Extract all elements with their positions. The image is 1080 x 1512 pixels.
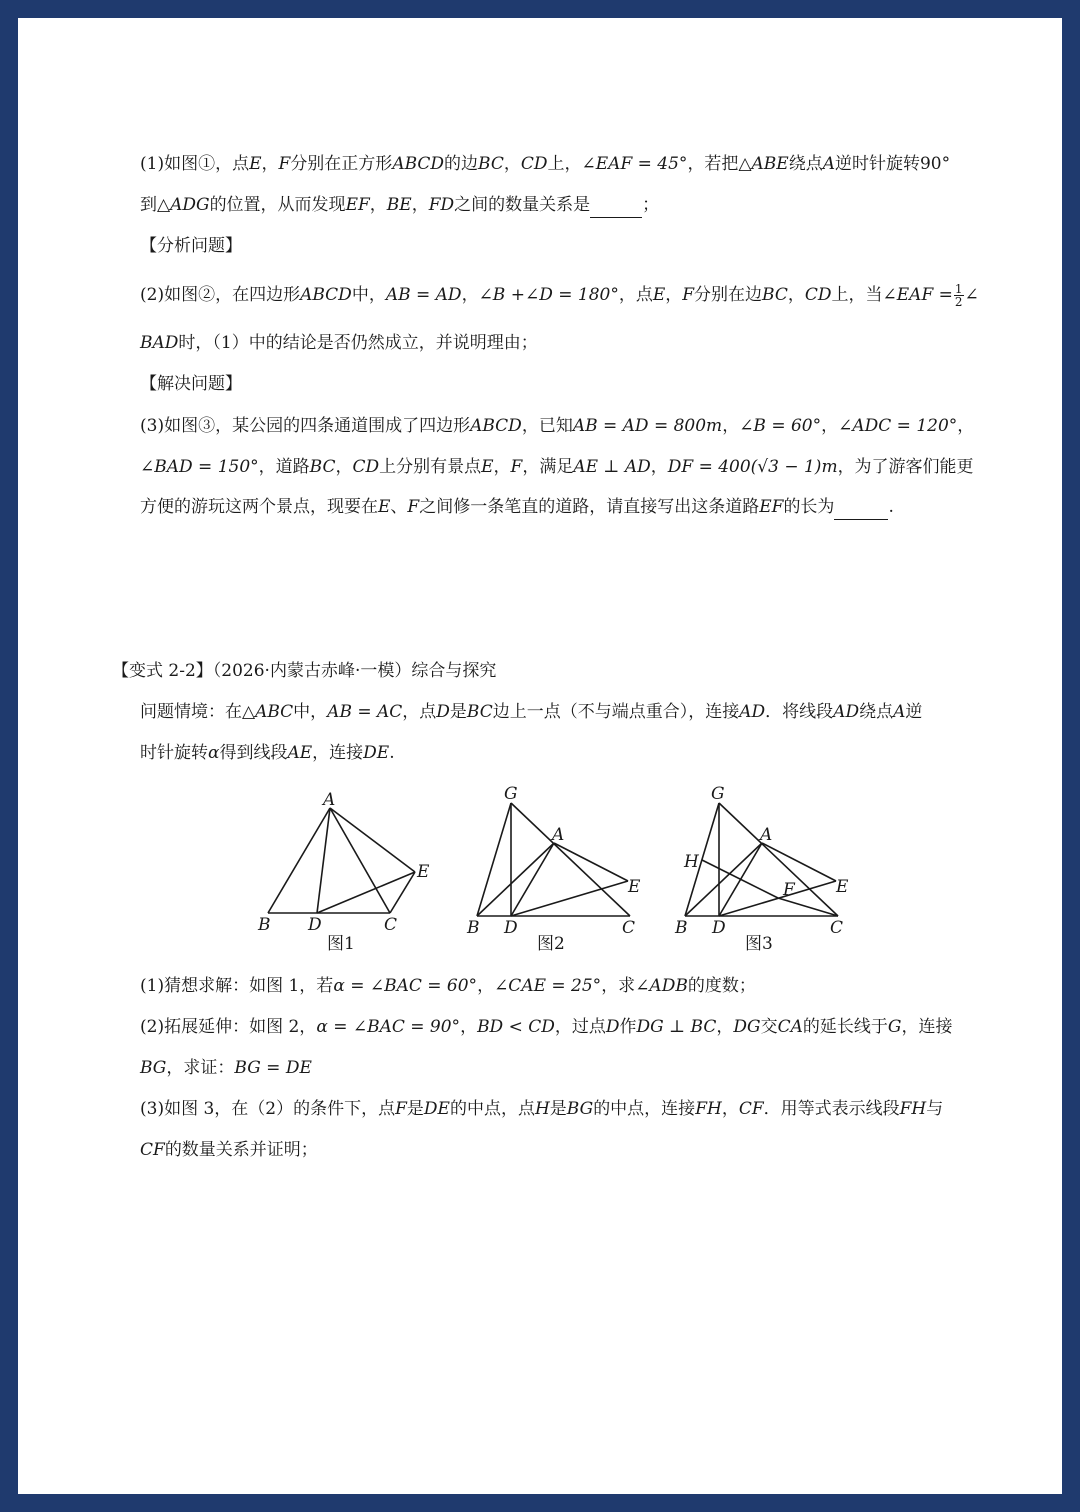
- math: CD: [520, 154, 548, 174]
- math: CD: [804, 285, 832, 305]
- figure-3: [668, 780, 858, 958]
- p1-line-6: [140, 455, 974, 479]
- point-label-A: A: [552, 825, 565, 845]
- math: F: [682, 285, 695, 305]
- segment-AD: [317, 808, 330, 913]
- text: 上，当: [831, 285, 883, 305]
- text: 上，: [547, 154, 582, 174]
- text: 作: [619, 1017, 637, 1037]
- p2-line-4: [140, 1015, 952, 1039]
- text: 问题情境：在: [140, 702, 242, 722]
- math: AD: [833, 702, 860, 722]
- text: 之间的数量关系是: [454, 195, 591, 215]
- text: 到: [140, 195, 157, 215]
- text: ，: [493, 457, 511, 477]
- text: ，点: [402, 702, 437, 722]
- p2-line-6: [140, 1097, 943, 1121]
- math: H: [534, 1099, 550, 1119]
- text: ，: [335, 457, 353, 477]
- point-label-B: B: [675, 918, 688, 938]
- text: ，: [503, 154, 521, 174]
- math: E: [652, 285, 666, 305]
- math: ∠B = 60°: [739, 416, 822, 436]
- math: CF: [140, 1140, 165, 1160]
- text: 的数量关系并证明；: [164, 1140, 318, 1160]
- math: ∠: [964, 285, 979, 305]
- math: BC: [762, 285, 788, 305]
- text: ，: [722, 416, 740, 436]
- segment-AB: [268, 808, 330, 913]
- math: DG: [733, 1017, 761, 1037]
- text: (1)猜想求解：如图 1，若: [140, 976, 334, 996]
- text: 、: [390, 497, 408, 517]
- p2-line-5: [140, 1056, 312, 1080]
- segment-GC: [719, 803, 838, 916]
- text: 的边: [444, 154, 479, 174]
- text: ，: [821, 416, 839, 436]
- text: ，: [261, 154, 279, 174]
- figure-1: [250, 786, 440, 958]
- text: 中，: [293, 702, 328, 722]
- text: 时，（1）中的结论是否仍然成立，并说明理由；: [178, 333, 538, 353]
- point-label-B: B: [467, 918, 480, 938]
- math: BG: [566, 1099, 594, 1119]
- segment-GC: [511, 803, 630, 916]
- text: 是: [449, 702, 467, 722]
- point-label-D: D: [504, 918, 518, 938]
- math: AB = AD: [385, 285, 462, 305]
- figure-2: [460, 780, 650, 958]
- answer-blank[interactable]: [834, 495, 888, 520]
- math: F: [395, 1099, 407, 1119]
- text: 的中点，点: [449, 1099, 535, 1119]
- p1-line-3: [140, 283, 979, 308]
- text: ，点: [618, 285, 653, 305]
- math: α = ∠BAC = 90°: [316, 1017, 461, 1037]
- math: F: [407, 497, 420, 517]
- text: 【解决问题】: [140, 374, 242, 394]
- math: α: [208, 743, 220, 763]
- text: 分别在正方形: [290, 154, 393, 174]
- math: AD: [739, 702, 766, 722]
- math: E: [481, 457, 494, 477]
- text: 的中点，连接: [593, 1099, 696, 1119]
- text: ．将线段: [765, 702, 834, 722]
- point-label-C: C: [622, 918, 636, 938]
- text: ．用等式表示线段: [763, 1099, 900, 1119]
- segment-AE: [762, 843, 836, 881]
- math: F: [278, 154, 291, 174]
- point-label-E: E: [836, 877, 849, 897]
- text: 逆: [905, 702, 923, 722]
- math: FD: [428, 195, 455, 215]
- text: 得到线段: [219, 743, 288, 763]
- text: ，: [369, 195, 387, 215]
- text: 是: [406, 1099, 424, 1119]
- math: CA: [777, 1017, 803, 1037]
- math: ABCD: [392, 154, 445, 174]
- math: FH: [899, 1099, 927, 1119]
- math: A: [822, 154, 835, 174]
- math: G: [887, 1017, 902, 1037]
- text: ，: [411, 195, 429, 215]
- math: BG: [140, 1058, 167, 1078]
- point-label-C: C: [384, 915, 398, 935]
- text: ，过点: [554, 1017, 606, 1037]
- math: AE: [287, 743, 313, 763]
- math: △ABE: [738, 154, 789, 174]
- text: ；: [642, 195, 660, 215]
- text: 方便的游玩这两个景点，现要在: [140, 497, 378, 517]
- segment-CE: [390, 872, 415, 913]
- math: A: [893, 702, 906, 722]
- text: ，: [957, 416, 975, 436]
- math: EF: [345, 195, 370, 215]
- segment-AE: [330, 808, 415, 872]
- math: AB = AD = 800m: [572, 416, 723, 436]
- math: ∠ADB: [635, 976, 688, 996]
- text: 边上一点（不与端点重合），连接: [492, 702, 740, 722]
- text: ，: [721, 1099, 739, 1119]
- math: ABCD: [470, 416, 522, 436]
- p2-line-1: [140, 700, 922, 724]
- math: ∠ADC = 120°: [838, 416, 958, 436]
- math: CF: [738, 1099, 764, 1119]
- variant-label: 【变式 2-2】: [112, 661, 213, 681]
- point-label-G: G: [711, 784, 725, 804]
- segment-AC: [330, 808, 390, 913]
- figure-caption: 图1: [327, 934, 355, 954]
- math: E: [249, 154, 262, 174]
- variant-source: （2026·内蒙古赤峰·一模）综合与探究: [212, 661, 497, 681]
- section-heading-solve: [140, 372, 242, 396]
- p1-line-5: [140, 414, 974, 438]
- math: D: [605, 1017, 620, 1037]
- text: 绕点: [788, 154, 823, 174]
- text: ，: [460, 1017, 478, 1037]
- text: ，: [787, 285, 805, 305]
- math: AE ⊥ AD: [573, 457, 651, 477]
- text: 的度数；: [687, 976, 756, 996]
- math: AB = AC: [327, 702, 403, 722]
- point-label-D: D: [308, 915, 322, 935]
- p2-line-3: [140, 974, 756, 998]
- text: (3)如图③，某公园的四条通道围成了四边形: [140, 416, 471, 436]
- math: BG = DE: [234, 1058, 312, 1078]
- point-label-E: E: [628, 877, 641, 897]
- text: ，求: [601, 976, 636, 996]
- math: DG ⊥ BC: [636, 1017, 717, 1037]
- text: .: [389, 743, 395, 763]
- text: ，为了游客们能更: [837, 457, 974, 477]
- answer-blank[interactable]: [590, 193, 642, 218]
- text: ，连接: [901, 1017, 953, 1037]
- text: ，: [665, 285, 683, 305]
- p1-line-2: [140, 193, 659, 218]
- p1-line-4: [140, 331, 538, 355]
- text: ，若把: [687, 154, 739, 174]
- math: ∠EAF = 45°: [581, 154, 688, 174]
- text: 绕点: [859, 702, 894, 722]
- point-label-B: B: [258, 915, 271, 935]
- text: (2)如图②，在四边形: [140, 285, 301, 305]
- text: 的延长线于: [802, 1017, 888, 1037]
- p1-line-7: [140, 495, 894, 520]
- point-label-F: F: [783, 880, 795, 900]
- text: 上分别有景点: [379, 457, 482, 477]
- math: FH: [695, 1099, 722, 1119]
- segment-DE: [317, 872, 415, 913]
- math: D: [436, 702, 450, 722]
- text: 中，: [351, 285, 386, 305]
- figure-caption: 图2: [537, 934, 565, 954]
- text: 时针旋转: [140, 743, 208, 763]
- fraction-denominator: 2: [954, 295, 963, 309]
- text: ，已知: [521, 416, 573, 436]
- text: (1)如图①，点: [140, 154, 250, 174]
- text: .: [888, 497, 894, 517]
- point-label-H: H: [684, 852, 699, 872]
- text: ，满足: [522, 457, 574, 477]
- text: 逆时针旋转90°: [834, 154, 951, 174]
- text: (2)拓展延伸：如图 2，: [140, 1017, 317, 1037]
- section-heading-analysis: [140, 234, 242, 258]
- point-label-E: E: [417, 862, 430, 882]
- math: DE: [363, 743, 390, 763]
- math: DE: [423, 1099, 450, 1119]
- text: 的长为: [783, 497, 835, 517]
- text: 【分析问题】: [140, 236, 242, 256]
- math: BE: [386, 195, 412, 215]
- text: ，道路: [258, 457, 310, 477]
- point-label-A: A: [323, 790, 336, 810]
- segment-AE: [554, 843, 628, 881]
- math: △ABC: [242, 702, 294, 722]
- text: ，: [716, 1017, 734, 1037]
- point-label-C: C: [830, 918, 844, 938]
- figure-caption: 图3: [745, 934, 773, 954]
- math: BC: [309, 457, 336, 477]
- math: E: [378, 497, 391, 517]
- math: BAD: [140, 333, 179, 353]
- segment-HF: [702, 860, 778, 898]
- text: 的位置，从而发现: [209, 195, 346, 215]
- math: BD < CD: [477, 1017, 555, 1037]
- math: BC: [466, 702, 493, 722]
- p2-line-2: [140, 741, 395, 765]
- text: ，求证：: [166, 1058, 235, 1078]
- point-label-D: D: [712, 918, 726, 938]
- math: △ADG: [157, 195, 210, 215]
- math: BC: [478, 154, 504, 174]
- p1-line-1: [140, 152, 950, 176]
- math: ∠CAE = 25°: [494, 976, 602, 996]
- text: ，: [477, 976, 495, 996]
- math: α = ∠BAC = 60°: [333, 976, 478, 996]
- math: ∠EAF =: [882, 285, 953, 305]
- fraction: [954, 283, 964, 308]
- math: ∠B +∠D = 180°: [478, 285, 619, 305]
- text: ，连接: [312, 743, 364, 763]
- math: ∠BAD = 150°: [140, 457, 259, 477]
- fraction-numerator: 1: [954, 282, 963, 296]
- math: DF = 400(√3 − 1)m: [667, 457, 838, 477]
- text: 与: [926, 1099, 944, 1119]
- math: F: [510, 457, 523, 477]
- p2-line-7: [140, 1138, 318, 1162]
- math: CD: [352, 457, 380, 477]
- text: (3)如图 3，在（2）的条件下，点: [140, 1099, 396, 1119]
- text: 之间修一条笔直的道路，请直接写出这条道路: [419, 497, 760, 517]
- text: ，: [461, 285, 479, 305]
- point-label-G: G: [504, 784, 518, 804]
- text: ，: [650, 457, 668, 477]
- math: ABCD: [300, 285, 352, 305]
- math: EF: [759, 497, 784, 517]
- text: 分别在边: [694, 285, 763, 305]
- text: 交: [760, 1017, 778, 1037]
- variant-title: [112, 659, 496, 683]
- text: 是: [549, 1099, 567, 1119]
- point-label-A: A: [760, 825, 773, 845]
